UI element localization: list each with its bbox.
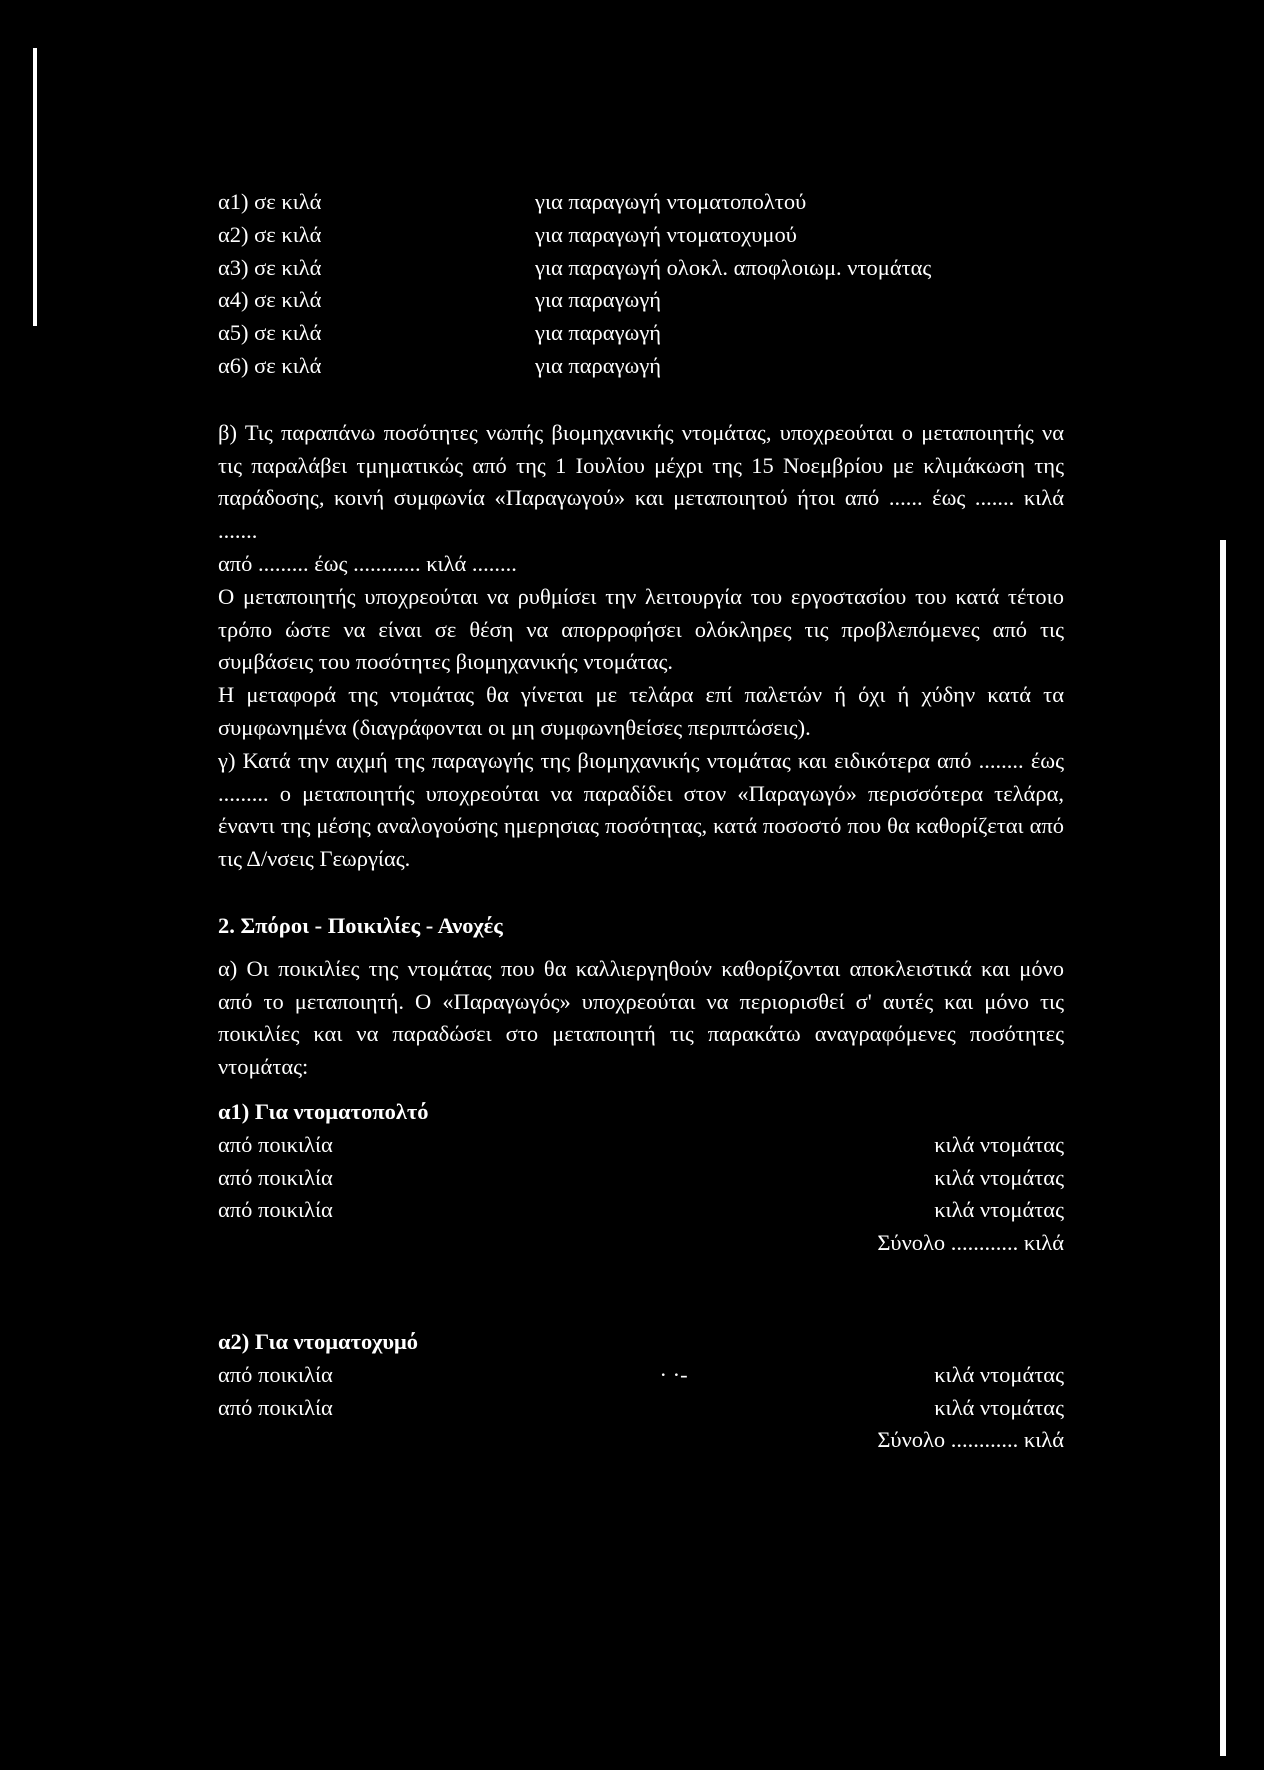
production-label: α4) σε κιλά	[218, 287, 322, 313]
variety-label: από ποικιλία	[218, 1361, 333, 1387]
group-a1-tomato-paste	[218, 1096, 1064, 1260]
production-list	[218, 186, 1064, 383]
scan-margin-rule-left	[33, 48, 37, 326]
production-purpose: για παραγωγή ολοκλ. αποφλοιωμ. ντομάτας	[535, 254, 932, 280]
variety-unit: κιλά ντομάτας	[934, 1361, 1064, 1387]
production-row	[218, 350, 1064, 383]
production-purpose: για παραγωγή ντοματοχυμού	[535, 221, 797, 247]
production-label: α3) σε κιλά	[218, 254, 322, 280]
variety-row	[218, 1359, 1064, 1392]
variety-unit: κιλά ντομάτας	[934, 1197, 1064, 1223]
paragraph-processor-obligation: Ο μεταποιητής υποχρεούται να ρυθμίσει την λειτουργία του εργοστασίου του κατά τέτοιο τρόπο ώστε να είναι σε θέση να απορροφήσει ολόκληρες τις προβλεπόμενες από τις συμβάσεις του ποσότητες βιομηχανικής ντομάτας.	[218, 583, 1064, 675]
production-label: α1) σε κιλά	[218, 189, 322, 214]
variety-row	[218, 1392, 1064, 1425]
production-purpose: για παραγωγή	[535, 352, 662, 378]
production-row	[218, 284, 1064, 317]
production-row	[218, 186, 1064, 219]
production-purpose: για παραγωγή	[535, 320, 662, 346]
paragraph-transport: Η μεταφορά της ντομάτας θα γίνεται με τελάρα επί παλετών ή όχι ή χύδην κατά τα συμφωνημένα (διαγράφονται οι μη συμφωνηθείσες περιπτώσεις).	[218, 682, 1064, 740]
production-label: α5) σε κιλά	[218, 320, 322, 346]
document-page	[218, 186, 1064, 1457]
production-label: α2) σε κιλά	[218, 221, 322, 247]
production-row	[218, 252, 1064, 285]
production-row	[218, 317, 1064, 350]
production-row	[218, 219, 1064, 252]
group-a1-title: α1) Για ντοματοπολτό	[218, 1098, 429, 1124]
variety-row	[218, 1129, 1064, 1162]
paragraph-b-delivery-schedule: β) Τις παραπάνω ποσότητες νωπής βιομηχανικής ντομάτας, υποχρεούται ο μεταποιητής να τις παραλάβει τμηματικώς από της 1 Ιουλίου μέχρι της 15 Νοεμβρίου με κλιμάκωση της παράδοσης, κοινή συμφωνία «Παραγωγού» και μεταποιητού ήτοι από ...... έως ....... κιλά ....... από ......... έως ............ κιλά ........	[218, 419, 1064, 576]
variety-unit: κιλά ντομάτας	[934, 1131, 1064, 1157]
variety-label: από ποικιλία	[218, 1394, 333, 1420]
variety-unit: κιλά ντομάτας	[934, 1164, 1064, 1190]
variety-unit: κιλά ντομάτας	[934, 1394, 1064, 1420]
production-label: α6) σε κιλά	[218, 352, 322, 378]
production-purpose: για παραγωγή	[535, 287, 662, 313]
variety-row	[218, 1162, 1064, 1195]
group-a2-title: α2) Για ντοματοχυμό	[218, 1328, 419, 1354]
group-a2-tomato-juice	[218, 1326, 1064, 1457]
paragraph-c-peak-production: γ) Κατά την αιχμή της παραγωγής της βιομηχανικής ντομάτας και ειδικότερα από ........ έως ......... ο μεταποιητής υποχρεούται να παραδίδει στον «Παραγωγό» περισσότερα τελάρα, έναντι της μέσης αναλογούσης ημερησιας ποσότητας, κατά ποσοστό που θα καθορίζεται από τις Δ/νσεις Γεωργίας.	[218, 747, 1064, 872]
stray-dots: · ·-	[659, 1361, 688, 1387]
variety-label: από ποικιλία	[218, 1197, 333, 1223]
section-2-title: 2. Σπόροι - Ποικιλίες - Ανοχές	[218, 912, 503, 938]
variety-label: από ποικιλία	[218, 1164, 333, 1190]
section-2-paragraph-a: α) Οι ποικιλίες της ντομάτας που θα καλλιεργηθούν καθορίζονται αποκλειστικά και μόνο από το μεταποιητή. Ο «Παραγωγός» υποχρεούται να περιορισθεί σ' αυτές και μόνο τις ποικιλίες και να παραδώσει στο μεταποιητή τις παρακάτω αναγραφόμενες ποσότητες ντομάτας:	[218, 955, 1064, 1080]
group-a1-total: Σύνολο ............ κιλά	[877, 1230, 1064, 1256]
group-a2-total: Σύνολο ............ κιλά	[877, 1427, 1064, 1453]
production-purpose: για παραγωγή ντοματοπολτού	[535, 189, 807, 214]
scan-margin-rule-right	[1220, 540, 1226, 1756]
variety-label: από ποικιλία	[218, 1131, 333, 1157]
variety-row	[218, 1194, 1064, 1227]
